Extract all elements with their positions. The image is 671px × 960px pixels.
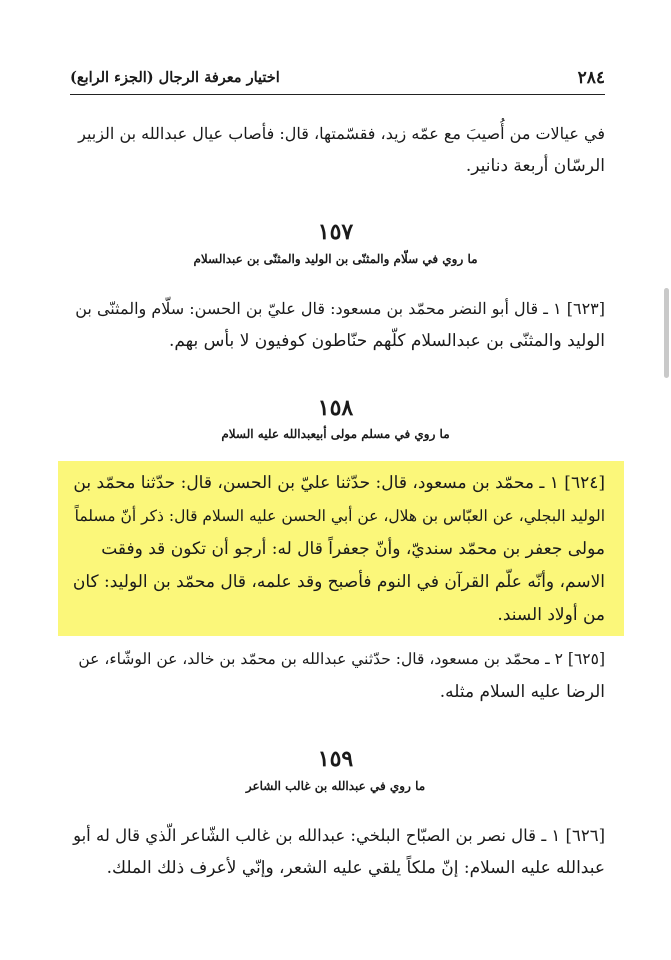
text-line: الرضا عليه السلام مثله. bbox=[439, 682, 605, 702]
narration-paragraph bbox=[70, 467, 605, 632]
continuation-paragraph bbox=[70, 117, 605, 183]
chapter-title: ما روي في سلّام والمثنّى بن الوليد والمثنّى بن عبدالسلام bbox=[193, 252, 478, 266]
chapter-number: ١٥٧ bbox=[317, 219, 354, 245]
page-number: ٢٨٤ bbox=[577, 68, 605, 88]
text-line: من أولاد السند. bbox=[497, 605, 605, 625]
text-line: الرسّان أربعة دنانير. bbox=[465, 156, 605, 176]
scrollbar[interactable] bbox=[664, 288, 669, 378]
text-line: عبدالله عليه السلام: إنّ ملكاً يلقي عليه الشعر، وإنّي لأعرف ذلك الملك. bbox=[106, 858, 605, 878]
book-title: اختيار معرفة الرجال (الجزء الرابع) bbox=[70, 69, 280, 86]
text-line: الاسم، وأنّه علّم القرآن في النوم فأصبح وقد علمه، قال محمّد بن الوليد: كان bbox=[72, 572, 605, 592]
text-line: في عيالات من أُصيبَ مع عمّه زيد، فقسّمتها، قال: فأصاب عيال عبدالله بن الزبير bbox=[78, 124, 605, 143]
text-line: الوليد والمثنّى بن عبدالسلام كلّهم حنّاطون كوفيون لا بأس بهم. bbox=[168, 331, 605, 351]
text-line: مولى جعفر بن محمّد سنديّ، وأنّ جعفراً قال له: أرجو أن تكون قد وفقت bbox=[101, 539, 605, 559]
narration-paragraph bbox=[70, 292, 605, 358]
page-header bbox=[70, 68, 605, 95]
chapter-title: ما روي في مسلم مولى أبيعبدالله عليه السلام bbox=[221, 427, 450, 441]
chapter-number: ١٥٨ bbox=[317, 395, 354, 421]
narration-paragraph bbox=[70, 643, 605, 709]
chapter-title: ما روي في عبدالله بن غالب الشاعر bbox=[245, 779, 426, 793]
text-line: الوليد البجلي، عن العبّاس بن هلال، عن أبي الحسن عليه السلام قال: ذكر أنّ مسلماً bbox=[74, 507, 605, 525]
text-line: [٦٢٣] ١ ـ قال أبو النضر محمّد بن مسعود: قال عليّ بن الحسن: سلّام والمثنّى بن bbox=[75, 299, 605, 318]
text-line: [٦٢٤] ١ ـ محمّد بن مسعود، قال: حدّثنا عليّ بن الحسن، قال: حدّثنا محمّد بن bbox=[73, 473, 605, 493]
text-line: [٦٢٦] ١ ـ قال نصر بن الصبّاح البلخي: عبدالله بن غالب الشّاعر الّذي قال له أبو bbox=[73, 826, 605, 845]
text-line: [٦٢٥] ٢ ـ محمّد بن مسعود، قال: حدّثني عبدالله بن محمّد بن خالد، عن الوشّاء، عن bbox=[78, 650, 605, 668]
narration-paragraph bbox=[70, 819, 605, 885]
chapter-number: ١٥٩ bbox=[317, 746, 354, 772]
